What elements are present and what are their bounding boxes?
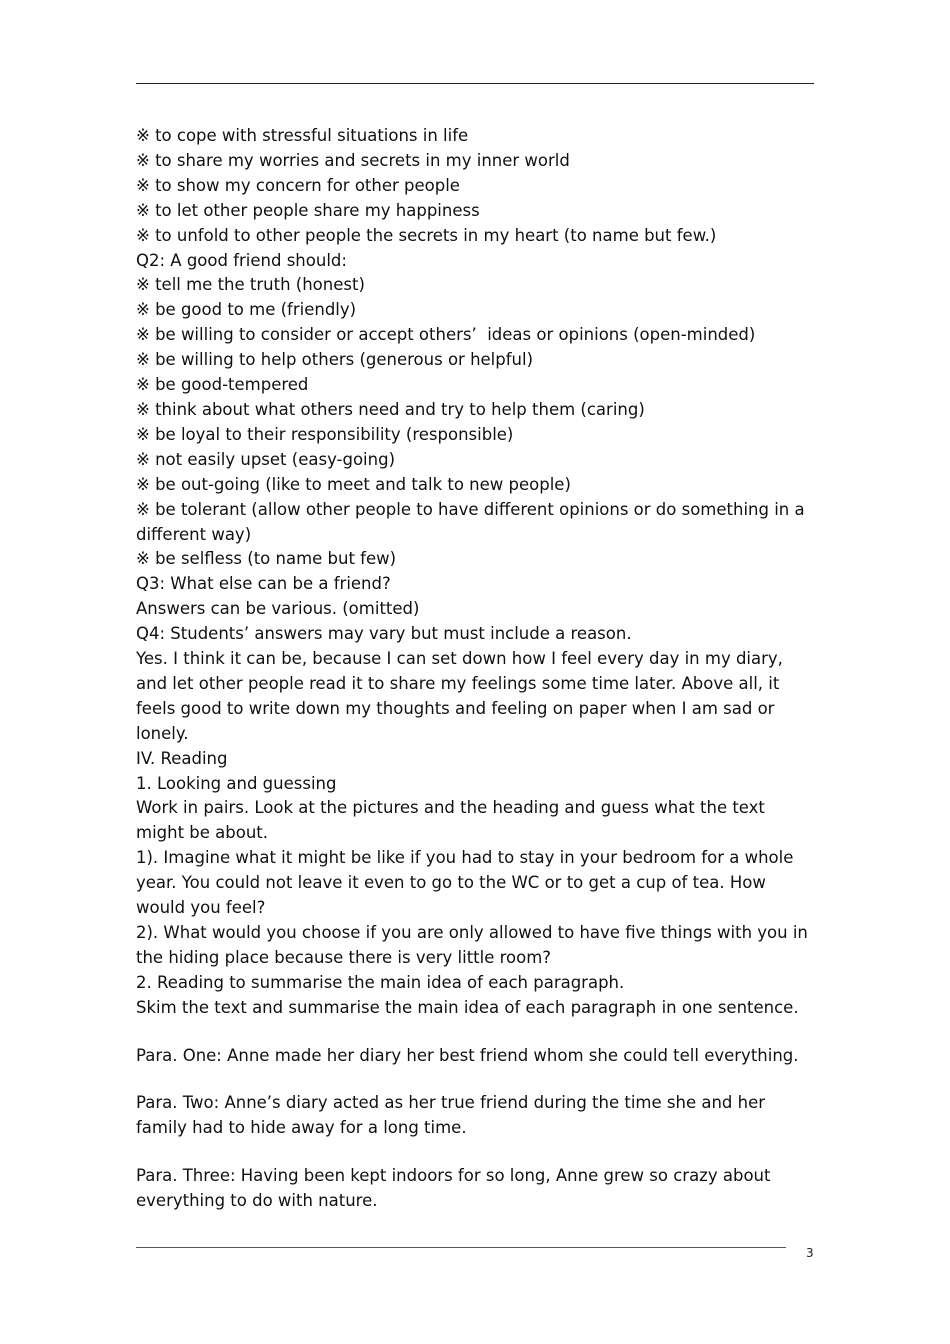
header-rule: [136, 83, 814, 84]
instruction-text: 2). What would you choose if you are only allowed to have five things with you in the hiding place because there is very little room?: [136, 923, 814, 967]
bullet-line: ※ not easily upset (easy-going): [136, 449, 396, 469]
paragraph-summary: Para. Two: Anne’s diary acted as her true friend during the time she and her family had to hide away for a long time.: [136, 1093, 771, 1138]
subsection-heading: 2. Reading to summarise the main idea of each paragraph.: [136, 972, 625, 992]
bullet-line: ※ be selfless (to name but few): [136, 549, 397, 569]
bullet-line: ※ to show my concern for other people: [136, 175, 460, 195]
paragraph-summary: Para. One: Anne made her diary her best friend whom she could tell everything.: [136, 1045, 799, 1065]
bullet-line: ※ be willing to consider or accept others’ ideas or opinions (open-minded): [136, 325, 756, 345]
bullet-line: ※ tell me the truth (honest): [136, 275, 365, 295]
section-heading: IV. Reading: [136, 748, 228, 768]
bullet-line: ※ to unfold to other people the secrets in my heart (to name but few.): [136, 225, 717, 245]
subsection-heading: 1. Looking and guessing: [136, 773, 337, 793]
instruction-text: 1). Imagine what it might be like if you had to stay in your bedroom for a whole year. You could not leave it even to go to the WC or to get a cup of tea. How would you feel?: [136, 848, 799, 918]
bullet-line: ※ think about what others need and try to help them (caring): [136, 399, 645, 419]
question-heading: Q3: What else can be a friend?: [136, 574, 391, 594]
instruction-text: Work in pairs. Look at the pictures and the heading and guess what the text might be about.: [136, 798, 771, 843]
bullet-line: ※ be out-going (like to meet and talk to new people): [136, 474, 571, 494]
bullet-line: ※ be good-tempered: [136, 375, 309, 395]
bullet-line: ※ be good to me (friendly): [136, 300, 357, 320]
footer-rule: [136, 1247, 786, 1248]
question-heading: Q2: A good friend should:: [136, 250, 347, 270]
answer-text: Yes. I think it can be, because I can set down how I feel every day in my diary, and let other people read it to share my feelings some time later. Above all, it feels good to write down my thoughts and feeling on paper when I am sad or lonely.: [136, 649, 789, 743]
bullet-line: ※ be willing to help others (generous or helpful): [136, 350, 534, 370]
bullet-line: ※ to share my worries and secrets in my inner world: [136, 150, 570, 170]
answer-text: Answers can be various. (omitted): [136, 599, 420, 619]
spacer: [136, 1021, 816, 1044]
page-number: 3: [806, 1246, 814, 1260]
bullet-line: ※ be tolerant (allow other people to have different opinions or do something in a different way): [136, 499, 810, 544]
bullet-line: ※ to cope with stressful situations in life: [136, 126, 469, 145]
question-heading: Q4: Students’ answers may vary but must include a reason.: [136, 624, 632, 644]
paragraph-summary: Para. Three: Having been kept indoors for so long, Anne grew so crazy about everything to do with nature.: [136, 1166, 776, 1210]
document-body: [136, 124, 816, 1214]
bullet-line: ※ be loyal to their responsibility (responsible): [136, 424, 514, 444]
bullet-line: ※ to let other people share my happiness: [136, 200, 480, 220]
spacer: [136, 1068, 816, 1091]
spacer: [136, 1141, 816, 1164]
instruction-text: Skim the text and summarise the main idea of each paragraph in one sentence.: [136, 997, 799, 1017]
